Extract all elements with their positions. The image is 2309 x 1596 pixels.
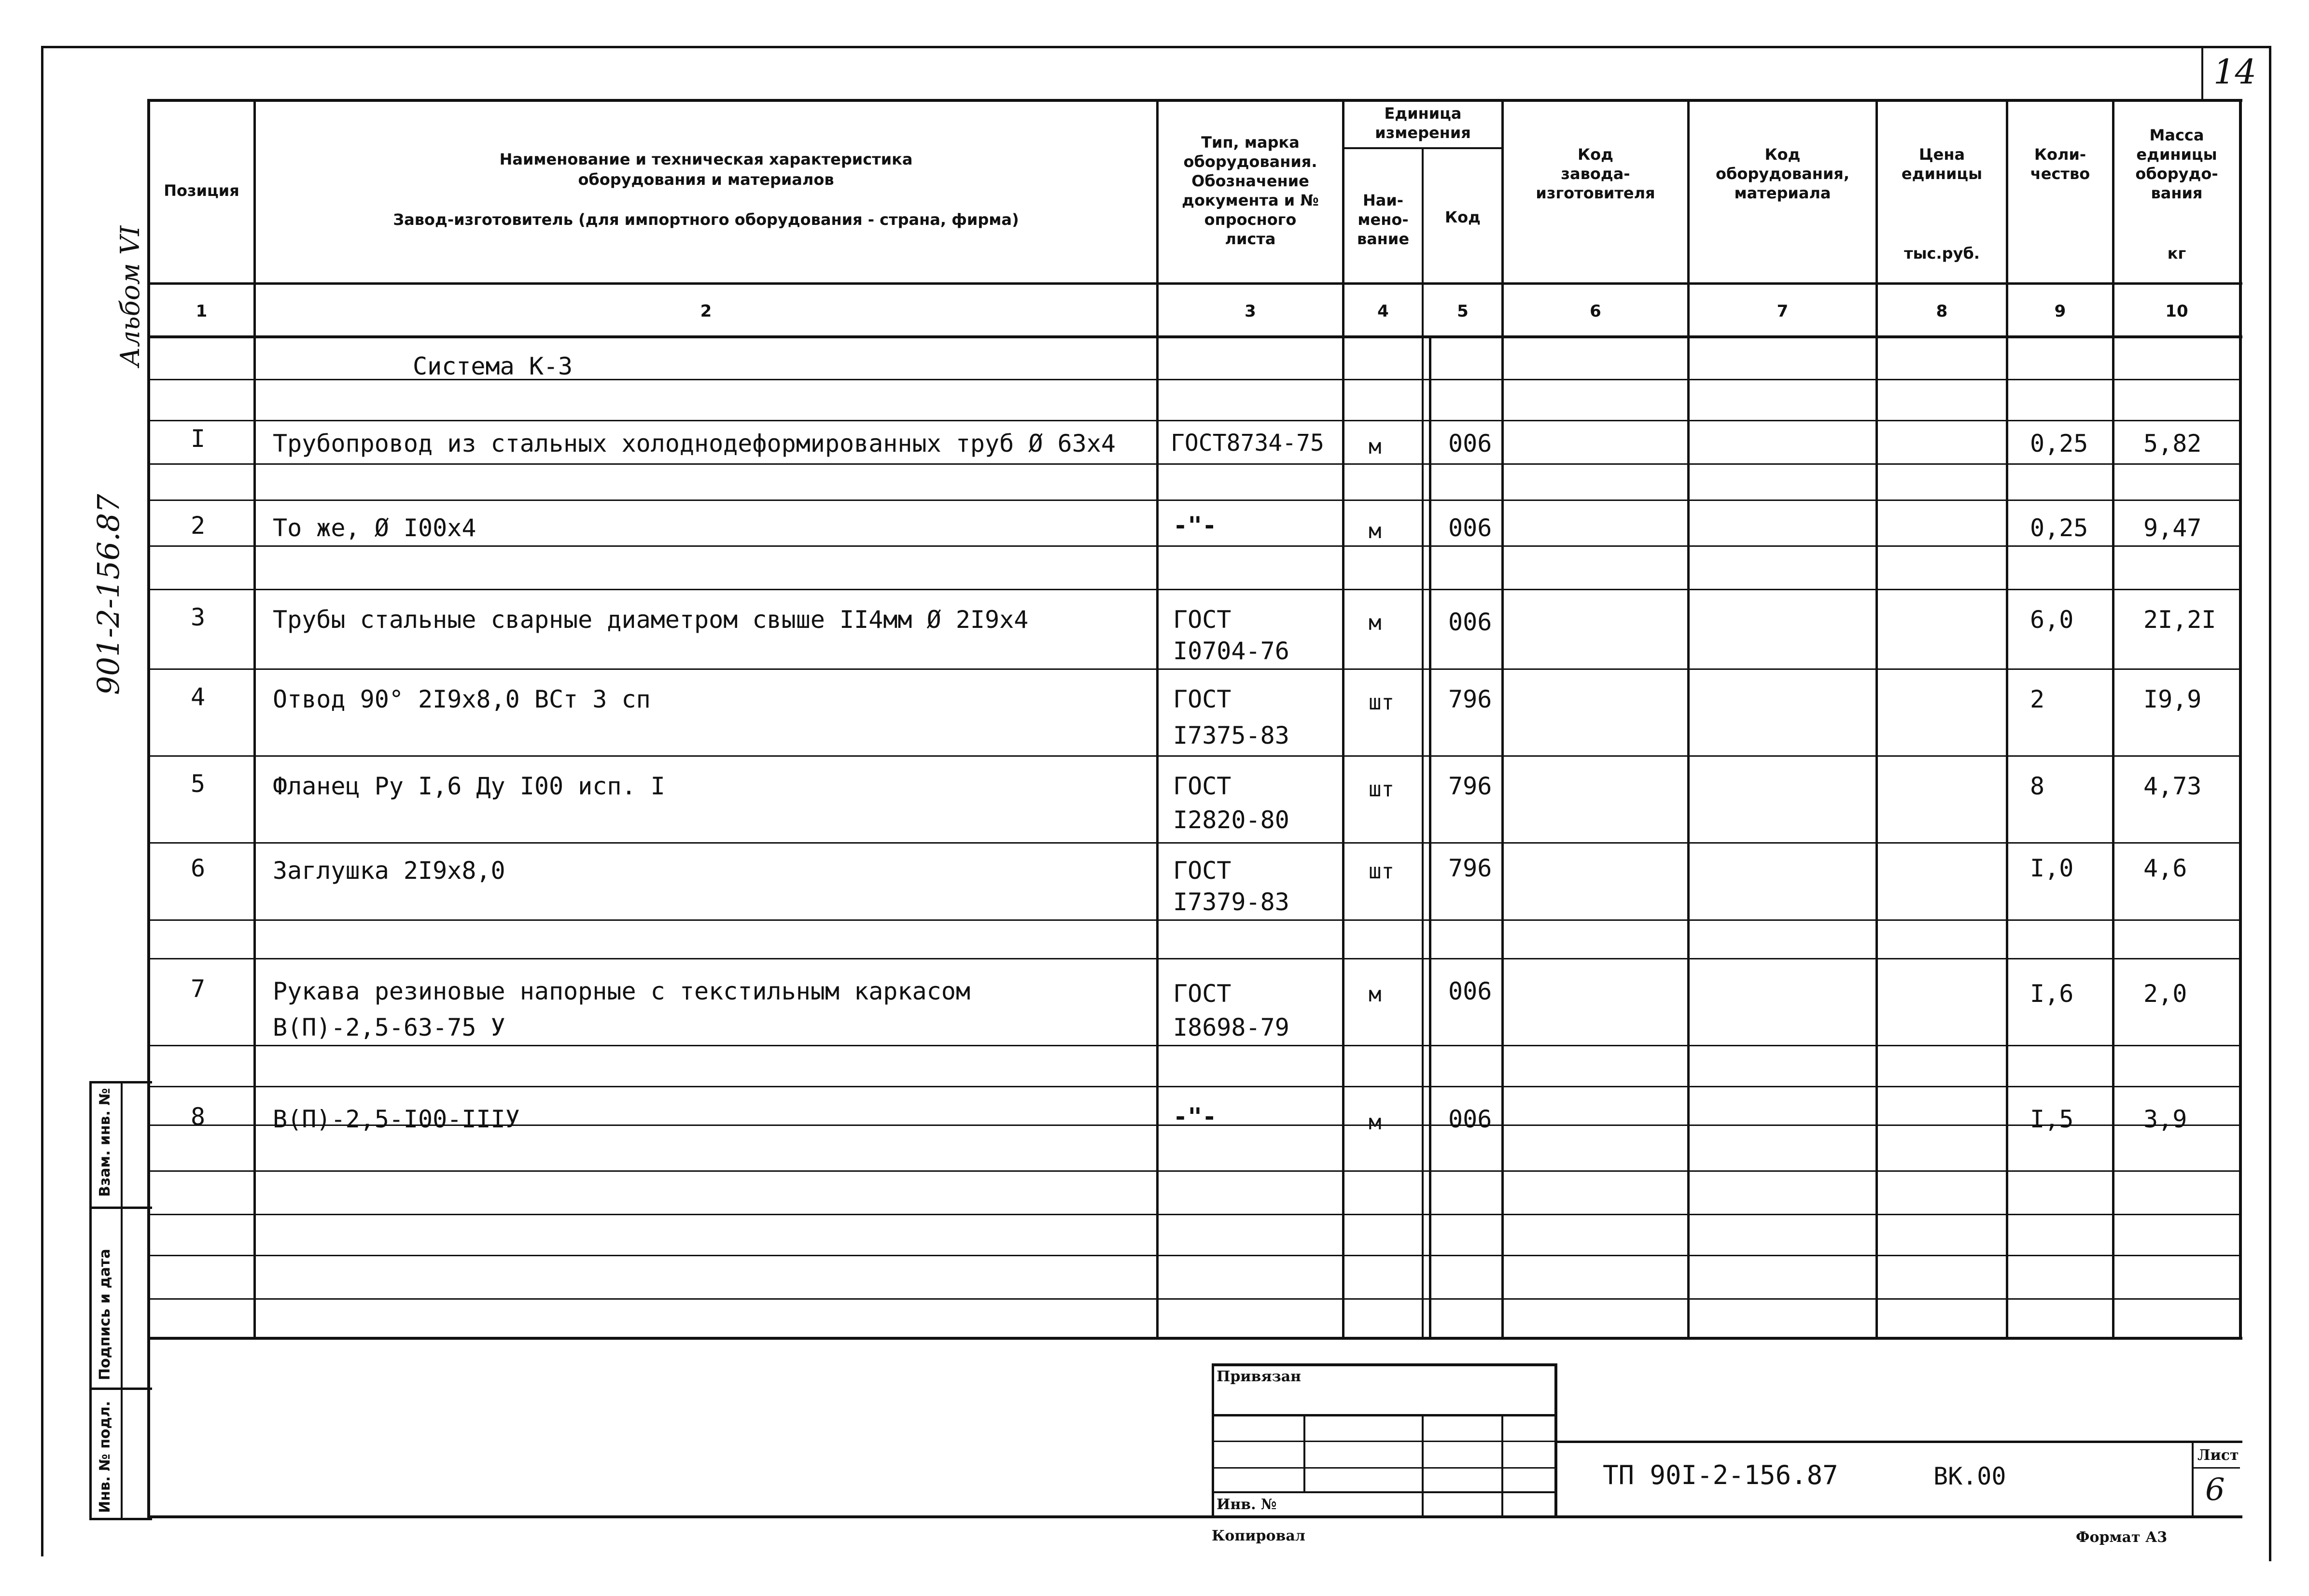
header-equipment-code: Код оборудования, материала bbox=[1716, 145, 1849, 202]
header-mass-unit: кг bbox=[2167, 244, 2186, 263]
row-name: Фланец Ру I,6 Ду I00 исп. I bbox=[273, 772, 665, 800]
header-position: Позиция bbox=[164, 181, 239, 200]
row-qty: 0,25 bbox=[2030, 514, 2088, 542]
row-qty: 2 bbox=[2030, 685, 2045, 713]
row-doc-line2: I7375-83 bbox=[1173, 722, 1289, 749]
row-doc-line2: I7379-83 bbox=[1173, 888, 1289, 916]
row-position: 2 bbox=[191, 512, 206, 540]
document-code: ТП 90I-2-156.87 bbox=[1603, 1460, 1838, 1490]
privyazan-label: Привязан bbox=[1217, 1368, 1301, 1385]
sheet-label: Лист bbox=[2197, 1447, 2239, 1464]
row-code: 006 bbox=[1448, 430, 1492, 458]
row-code: 006 bbox=[1448, 514, 1492, 542]
row-name: Трубопровод из стальных холоднодеформированных труб Ø 63х4 bbox=[273, 430, 1116, 458]
header-factory-code: Код завода- изготовителя bbox=[1536, 145, 1655, 202]
header-mass: Масса единицы оборудо- вания bbox=[2135, 126, 2218, 202]
row-mass: I9,9 bbox=[2143, 685, 2202, 713]
col-number: 8 bbox=[1936, 302, 1948, 321]
row-doc: -"- bbox=[1173, 512, 1217, 540]
inv-no-label: Инв. № bbox=[1217, 1496, 1277, 1513]
row-position: I bbox=[191, 425, 206, 453]
sheet-number: 6 bbox=[2205, 1472, 2225, 1508]
row-code: 006 bbox=[1448, 977, 1492, 1005]
header-name-line3: Завод-изготовитель (для импортного оборудования - страна, фирма) bbox=[393, 210, 1019, 229]
row-code: 006 bbox=[1448, 1105, 1492, 1133]
row-name: Рукава резиновые напорные с текстильным каркасом bbox=[273, 977, 970, 1005]
document-mark: ВК.00 bbox=[1933, 1462, 2006, 1490]
row-name: То же, Ø I00х4 bbox=[273, 514, 476, 542]
row-position: 5 bbox=[191, 770, 206, 798]
row-qty: 0,25 bbox=[2030, 430, 2088, 458]
format-label: Формат А3 bbox=[2076, 1529, 2168, 1546]
header-price-unit: тыс.руб. bbox=[1904, 244, 1980, 263]
row-mass: 5,82 bbox=[2143, 430, 2202, 458]
row-unit: шт bbox=[1369, 690, 1394, 715]
col-number: 6 bbox=[1590, 302, 1601, 321]
row-code: 006 bbox=[1448, 608, 1492, 636]
system-title: Система К-3 bbox=[413, 352, 573, 380]
row-name: Заглушка 2I9х8,0 bbox=[273, 857, 505, 885]
col-number: 3 bbox=[1245, 302, 1256, 321]
row-doc: ГОСТ8734-75 bbox=[1171, 430, 1324, 457]
row-qty: I,6 bbox=[2030, 980, 2074, 1008]
header-name-line1: Наименование и техническая характеристика bbox=[499, 150, 913, 168]
row-position: 8 bbox=[191, 1103, 206, 1131]
header-type-doc: Тип, марка оборудования. Обозначение документа и № опросного листа bbox=[1182, 133, 1319, 248]
row-position: 7 bbox=[191, 975, 206, 1003]
row-unit: шт bbox=[1369, 777, 1394, 802]
col-number: 9 bbox=[2054, 302, 2066, 321]
row-mass: 2,0 bbox=[2143, 980, 2187, 1008]
row-doc: -"- bbox=[1173, 1103, 1217, 1131]
row-mass: 4,6 bbox=[2143, 854, 2187, 882]
col-number: 2 bbox=[700, 302, 712, 321]
row-mass: 4,73 bbox=[2143, 772, 2202, 800]
header-unit-code: Код bbox=[1445, 208, 1481, 226]
row-position: 3 bbox=[191, 603, 206, 631]
row-qty: I,5 bbox=[2030, 1105, 2074, 1133]
row-name: Отвод 90° 2I9х8,0 ВСт 3 сп bbox=[273, 685, 651, 713]
row-name-line2: В(П)-2,5-63-75 У bbox=[273, 1013, 505, 1041]
row-doc: ГОСТ bbox=[1173, 980, 1231, 1008]
row-unit: м bbox=[1369, 519, 1382, 543]
table-right bbox=[2239, 99, 2242, 1339]
copied-label: Копировал bbox=[1212, 1527, 1305, 1544]
sheet-corner-number: 14 bbox=[2213, 52, 2257, 92]
row-qty: I,0 bbox=[2030, 854, 2074, 882]
frame-top bbox=[41, 46, 2271, 48]
album-label: Альбом VI bbox=[115, 225, 145, 367]
row-unit: м bbox=[1369, 611, 1382, 635]
row-unit: м bbox=[1369, 434, 1382, 459]
side-code: 901-2-156.87 bbox=[91, 494, 126, 695]
row-position: 6 bbox=[191, 854, 206, 882]
header-quantity: Коли- чество bbox=[2030, 145, 2090, 183]
row-doc: ГОСТ bbox=[1173, 772, 1231, 800]
row-doc: ГОСТ bbox=[1173, 857, 1231, 885]
stamp-label-podpis: Подпись и дата bbox=[97, 1249, 113, 1380]
row-mass: 3,9 bbox=[2143, 1105, 2187, 1133]
header-unit-group: Единица измерения bbox=[1375, 104, 1471, 142]
stamp-label-inv: Инв. № подл. bbox=[97, 1401, 113, 1513]
col-number: 7 bbox=[1777, 302, 1789, 321]
frame-left bbox=[41, 46, 43, 1556]
col-number: 4 bbox=[1377, 302, 1389, 321]
table-top bbox=[147, 99, 2242, 102]
row-name: В(П)-2,5-I00-IIIУ bbox=[273, 1105, 520, 1133]
row-doc-line2: I2820-80 bbox=[1173, 806, 1289, 834]
row-code: 796 bbox=[1448, 772, 1492, 800]
header-price: Цена единицы bbox=[1901, 145, 1983, 183]
col-number: 1 bbox=[196, 302, 208, 321]
row-position: 4 bbox=[191, 683, 206, 711]
row-doc-line2: I0704-76 bbox=[1173, 637, 1289, 665]
row-qty: 6,0 bbox=[2030, 606, 2074, 634]
row-mass: 9,47 bbox=[2143, 514, 2202, 542]
col-number: 5 bbox=[1457, 302, 1469, 321]
row-code: 796 bbox=[1448, 685, 1492, 713]
row-doc: ГОСТ bbox=[1173, 606, 1231, 634]
row-name: Трубы стальные сварные диаметром свыше II4мм Ø 2I9х4 bbox=[273, 606, 1029, 634]
row-code: 796 bbox=[1448, 854, 1492, 882]
col-number: 10 bbox=[2165, 302, 2188, 321]
row-doc: ГОСТ bbox=[1173, 685, 1231, 713]
frame-right bbox=[2269, 46, 2271, 1561]
stamp-label-vzam: Взам. инв. № bbox=[97, 1088, 113, 1197]
row-unit: шт bbox=[1369, 859, 1394, 884]
row-mass: 2I,2I bbox=[2143, 606, 2216, 634]
row-doc-line2: I8698-79 bbox=[1173, 1013, 1289, 1041]
row-unit: м bbox=[1369, 982, 1382, 1007]
row-qty: 8 bbox=[2030, 772, 2045, 800]
row-unit: м bbox=[1369, 1110, 1382, 1135]
header-name-line2: оборудования и материалов bbox=[578, 170, 834, 189]
header-unit-name: Наи- мено- вание bbox=[1357, 191, 1410, 248]
